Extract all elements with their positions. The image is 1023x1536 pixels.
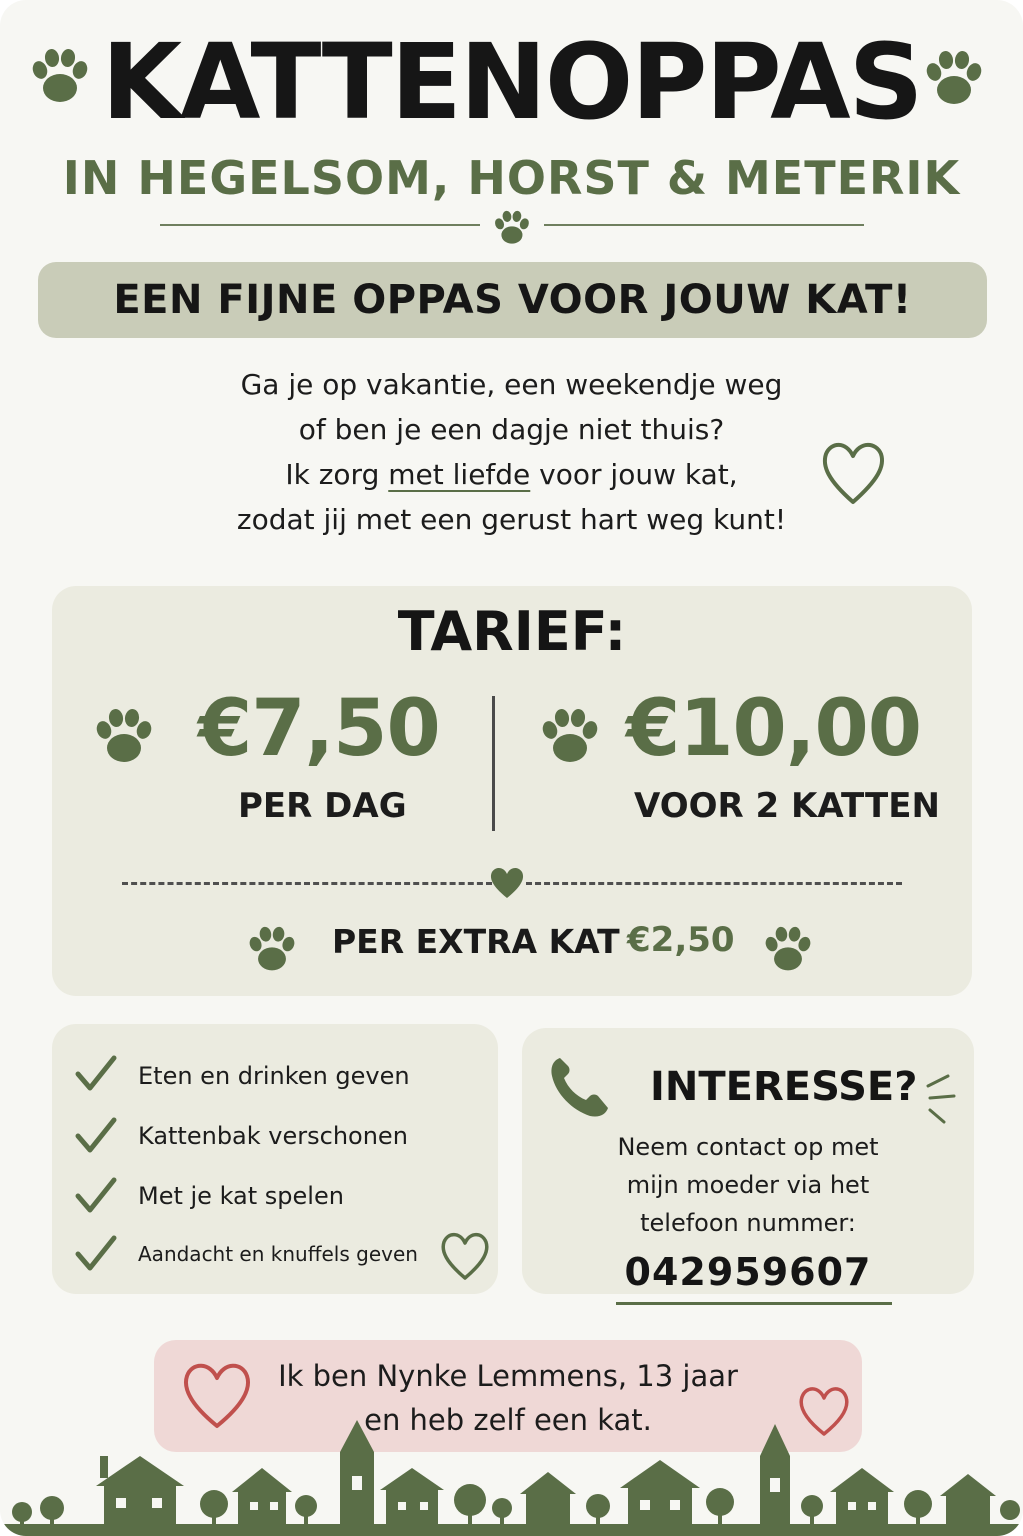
services-card [52, 1024, 498, 1294]
village-silhouette [0, 1416, 1023, 1536]
price-per-day: €7,50 [198, 684, 440, 774]
contact-text [522, 1128, 974, 1242]
check-icon [74, 1234, 118, 1274]
check-icon [74, 1054, 118, 1094]
page-title: KATTENOPPAS [101, 21, 922, 143]
list-item: Met je kat spelen [138, 1182, 344, 1210]
intro-text-part: Ik zorg [285, 458, 389, 491]
pricing-card [52, 586, 972, 996]
heart-icon [438, 1228, 492, 1284]
emphasis-lines-icon [922, 1068, 962, 1132]
list-item: Aandacht en knuffels geven [138, 1242, 418, 1266]
paw-icon [756, 916, 820, 980]
bio-line: Ik ben Nynke Lemmens, 13 jaar [278, 1359, 738, 1393]
extra-cat-label: PER EXTRA KAT [332, 922, 620, 961]
phone-icon [546, 1052, 612, 1122]
paw-icon [489, 204, 535, 248]
phone-number[interactable]: 042959607 [624, 1250, 872, 1294]
contact-title: INTERESSE? [650, 1064, 918, 1110]
price-per-day-label: PER DAG [238, 786, 407, 826]
paw-icon [88, 698, 160, 770]
list-item: Kattenbak verschonen [138, 1122, 408, 1150]
paw-icon [534, 698, 606, 770]
list-item: Eten en drinken geven [138, 1062, 410, 1090]
divider [544, 224, 864, 226]
contact-line: mijn moeder via het [626, 1171, 870, 1199]
intro-line: zodat jij met een gerust hart weg kunt! [236, 503, 787, 536]
paw-icon [240, 916, 304, 980]
heart-icon [818, 436, 888, 510]
heart-icon [488, 866, 526, 900]
page-subtitle: IN HEGELSOM, HORST & METERIK [62, 151, 961, 205]
price-two-cats-label: VOOR 2 KATTEN [634, 786, 940, 826]
dashed-divider [122, 882, 492, 885]
check-icon [74, 1176, 118, 1216]
intro-emphasis: met liefde [388, 458, 531, 491]
bio-line: en heb zelf een kat. [364, 1403, 652, 1437]
extra-cat-price: €2,50 [627, 920, 735, 960]
tagline-banner: EEN FIJNE OPPAS VOOR JOUW KAT! [38, 262, 987, 338]
intro-text-part: voor jouw kat, [530, 458, 738, 491]
intro-line: of ben je een dagje niet thuis? [298, 413, 725, 446]
price-two-cats: €10,00 [626, 684, 921, 774]
contact-line: telefoon nummer: [640, 1209, 856, 1237]
phone-underline [616, 1302, 892, 1305]
check-icon [74, 1116, 118, 1156]
price-divider [492, 696, 495, 831]
dashed-divider [526, 882, 902, 885]
intro-line: Ga je op vakantie, een weekendje weg [240, 368, 783, 401]
contact-line: Neem contact op met [617, 1133, 879, 1161]
contact-card [522, 1028, 974, 1294]
pricing-title: TARIEF: [397, 600, 627, 663]
divider [160, 224, 480, 226]
